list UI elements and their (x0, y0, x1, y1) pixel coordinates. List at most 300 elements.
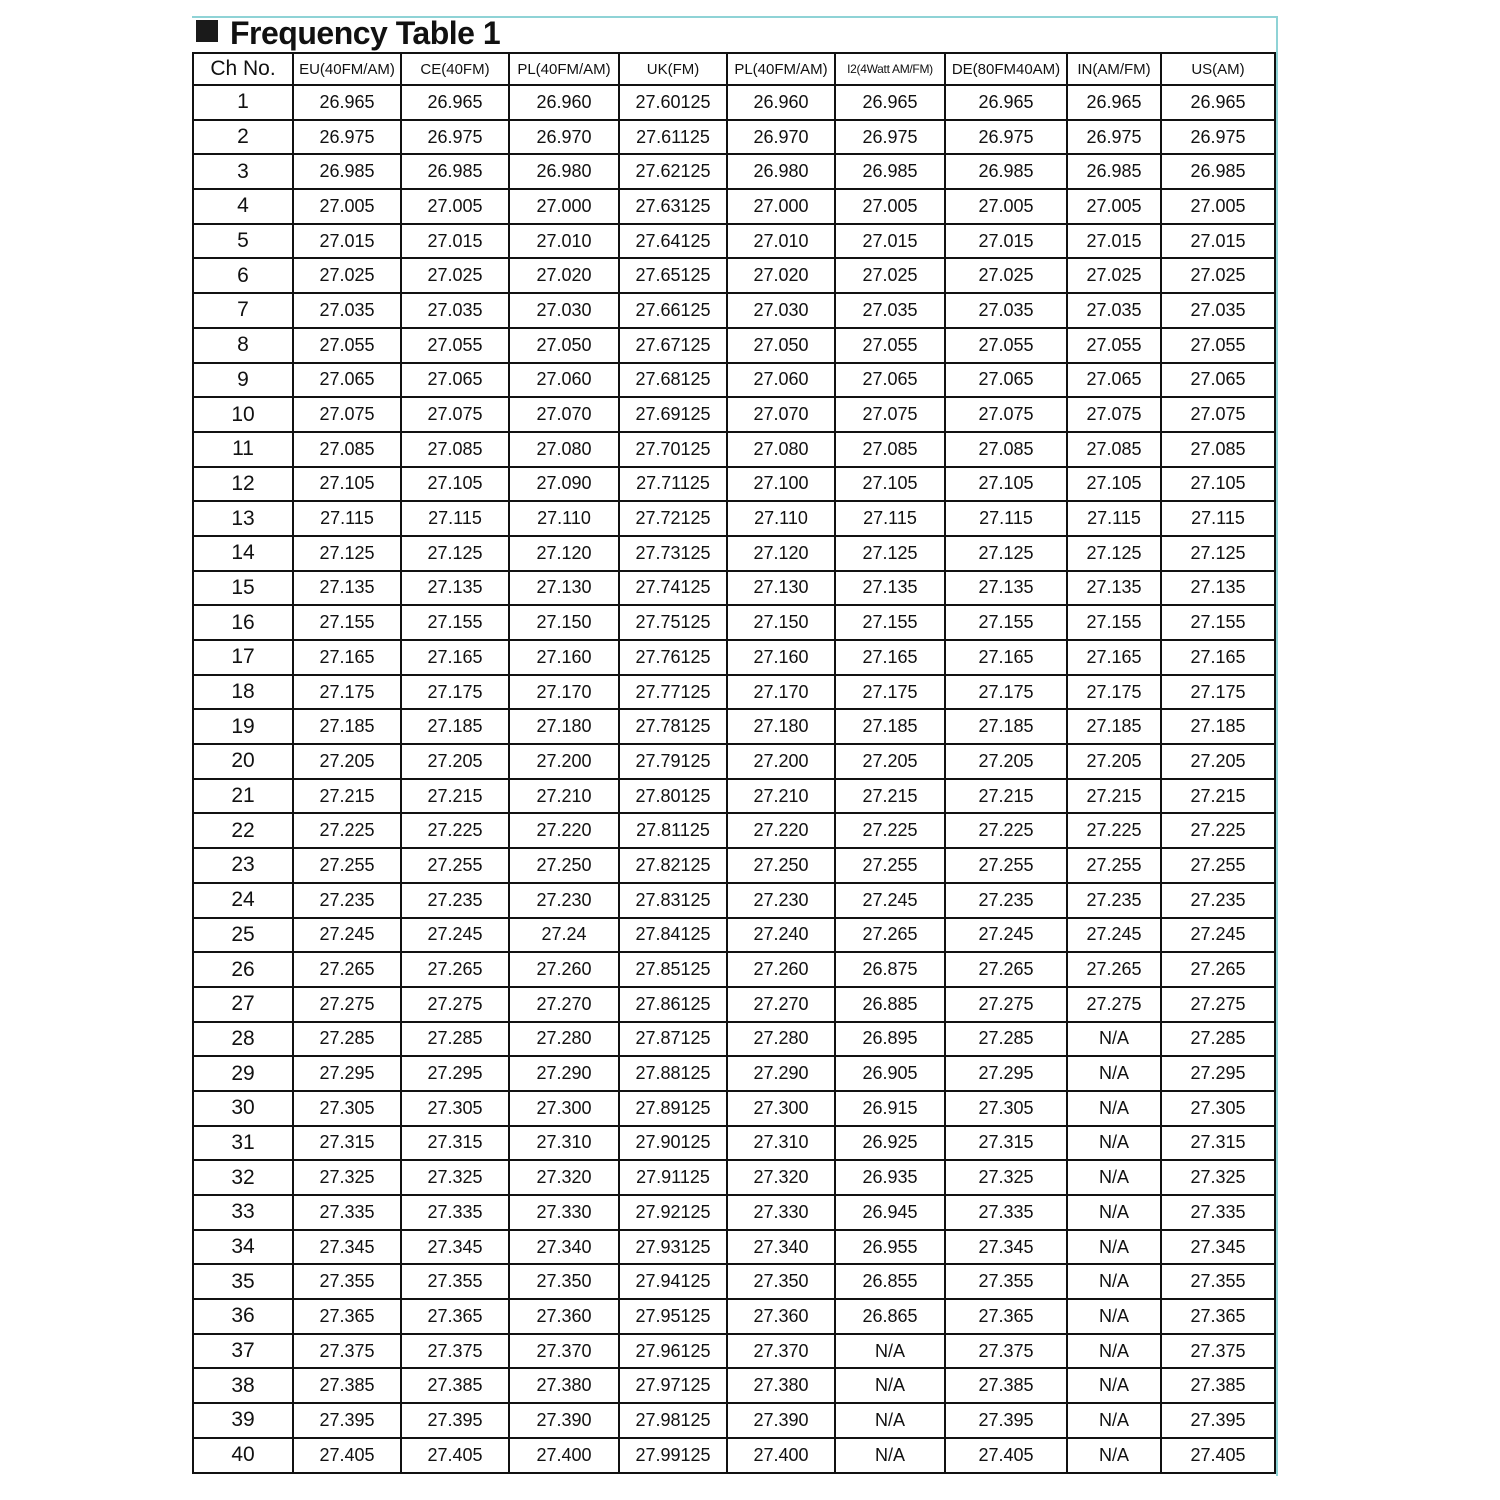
frequency-cell: 27.89125 (619, 1091, 727, 1126)
frequency-cell: 26.985 (835, 154, 945, 189)
table-row (193, 120, 1275, 155)
table-row (193, 744, 1275, 779)
frequency-cell: 27.105 (835, 467, 945, 502)
frequency-cell: 27.395 (293, 1403, 401, 1438)
frequency-cell: 27.255 (293, 848, 401, 883)
frequency-cell: 26.965 (945, 85, 1067, 120)
frequency-cell: 27.390 (509, 1403, 619, 1438)
frequency-cell: 27.175 (1161, 675, 1275, 710)
table-row (193, 1230, 1275, 1265)
frequency-cell: 27.61125 (619, 120, 727, 155)
frequency-cell: 27.210 (509, 779, 619, 814)
frequency-cell: 27.185 (401, 709, 509, 744)
frequency-cell: 27.71125 (619, 467, 727, 502)
frequency-cell: 27.165 (945, 640, 1067, 675)
frequency-cell: 27.405 (401, 1438, 509, 1473)
frequency-cell: N/A (835, 1368, 945, 1403)
frequency-cell: 27.265 (835, 918, 945, 953)
frequency-cell: 26.865 (835, 1299, 945, 1334)
table-row (193, 189, 1275, 224)
frequency-cell: 27.98125 (619, 1403, 727, 1438)
frequency-cell: 27.175 (401, 675, 509, 710)
frequency-cell: 27.005 (1161, 189, 1275, 224)
channel-number-cell: 26 (193, 952, 293, 987)
frequency-cell: 27.86125 (619, 987, 727, 1022)
channel-number-cell: 28 (193, 1022, 293, 1057)
frequency-cell: 27.96125 (619, 1334, 727, 1369)
frequency-cell: 27.375 (401, 1334, 509, 1369)
table-row (193, 432, 1275, 467)
frequency-cell: N/A (1067, 1334, 1161, 1369)
table-row (193, 1160, 1275, 1195)
frequency-cell: 27.085 (1067, 432, 1161, 467)
column-header-pl: PL(40FM/AM) (509, 53, 619, 85)
frequency-cell: 27.135 (835, 571, 945, 606)
table-row (193, 258, 1275, 293)
frequency-cell: 27.165 (1161, 640, 1275, 675)
table-row (193, 1368, 1275, 1403)
frequency-cell: 27.370 (727, 1334, 835, 1369)
table-row (193, 987, 1275, 1022)
frequency-cell: 27.225 (1161, 813, 1275, 848)
frequency-cell: 27.285 (1161, 1022, 1275, 1057)
frequency-cell: 27.015 (401, 224, 509, 259)
frequency-cell: 27.085 (1161, 432, 1275, 467)
frequency-cell: 26.985 (293, 154, 401, 189)
frequency-cell: 27.125 (835, 536, 945, 571)
channel-number-cell: 33 (193, 1195, 293, 1230)
frequency-cell: 27.070 (727, 397, 835, 432)
frequency-cell: 26.970 (727, 120, 835, 155)
frequency-cell: 26.985 (1067, 154, 1161, 189)
frequency-cell: 27.370 (509, 1334, 619, 1369)
frequency-cell: N/A (1067, 1368, 1161, 1403)
channel-number-cell: 18 (193, 675, 293, 710)
column-header-i2: I2(4Watt AM/FM) (835, 53, 945, 85)
frequency-cell: 27.205 (401, 744, 509, 779)
frequency-cell: 27.280 (509, 1022, 619, 1057)
channel-number-cell: 4 (193, 189, 293, 224)
frequency-cell: 27.75125 (619, 605, 727, 640)
frequency-cell: 27.99125 (619, 1438, 727, 1473)
table-row (193, 640, 1275, 675)
table-row (193, 154, 1275, 189)
table-row (193, 1056, 1275, 1091)
frequency-cell: 27.315 (401, 1126, 509, 1161)
frequency-cell: 27.110 (509, 501, 619, 536)
bullet-square-icon (196, 20, 218, 42)
frequency-cell: 27.115 (1161, 501, 1275, 536)
channel-number-cell: 9 (193, 363, 293, 398)
table-row (193, 1334, 1275, 1369)
frequency-cell: 27.385 (1161, 1368, 1275, 1403)
frequency-cell: 27.220 (727, 813, 835, 848)
frequency-cell: 27.335 (1161, 1195, 1275, 1230)
frequency-cell: 27.385 (945, 1368, 1067, 1403)
frequency-cell: 27.035 (401, 293, 509, 328)
frequency-cell: 27.355 (401, 1264, 509, 1299)
table-row (193, 1403, 1275, 1438)
frequency-cell: 27.055 (1161, 328, 1275, 363)
frequency-cell: N/A (1067, 1022, 1161, 1057)
channel-number-cell: 16 (193, 605, 293, 640)
channel-number-cell: 31 (193, 1126, 293, 1161)
frequency-cell: 27.290 (727, 1056, 835, 1091)
frequency-cell: 27.060 (727, 363, 835, 398)
frequency-cell: 27.345 (293, 1230, 401, 1265)
frequency-cell: 26.855 (835, 1264, 945, 1299)
frequency-cell: 27.125 (401, 536, 509, 571)
channel-number-cell: 11 (193, 432, 293, 467)
frequency-cell: 27.66125 (619, 293, 727, 328)
frequency-cell: 27.050 (727, 328, 835, 363)
frequency-cell: 26.960 (727, 85, 835, 120)
frequency-cell: 27.170 (509, 675, 619, 710)
frequency-cell: 27.025 (1161, 258, 1275, 293)
frequency-cell: N/A (835, 1403, 945, 1438)
frequency-cell: 27.210 (727, 779, 835, 814)
frequency-cell: 26.975 (1161, 120, 1275, 155)
frequency-cell: 27.070 (509, 397, 619, 432)
channel-number-cell: 12 (193, 467, 293, 502)
frequency-cell: 27.075 (945, 397, 1067, 432)
frequency-cell: 27.105 (1161, 467, 1275, 502)
frequency-cell: N/A (1067, 1403, 1161, 1438)
frequency-cell: 27.015 (1161, 224, 1275, 259)
column-header-ch-no: Ch No. (193, 53, 293, 85)
frequency-cell: 27.380 (727, 1368, 835, 1403)
frequency-cell: 27.105 (945, 467, 1067, 502)
frequency-cell: 27.135 (293, 571, 401, 606)
frequency-cell: 27.62125 (619, 154, 727, 189)
frequency-cell: 27.065 (401, 363, 509, 398)
frequency-cell: 27.035 (1067, 293, 1161, 328)
table-row (193, 85, 1275, 120)
frequency-cell: 27.130 (727, 571, 835, 606)
frequency-cell: 27.155 (1161, 605, 1275, 640)
table-row (193, 675, 1275, 710)
frequency-cell: 27.185 (1067, 709, 1161, 744)
frequency-cell: 26.975 (945, 120, 1067, 155)
channel-number-cell: 2 (193, 120, 293, 155)
table-row (193, 779, 1275, 814)
frequency-cell: 27.92125 (619, 1195, 727, 1230)
frequency-cell: 27.175 (835, 675, 945, 710)
frequency-cell: 27.365 (945, 1299, 1067, 1334)
frequency-cell: 27.155 (835, 605, 945, 640)
frequency-cell: 27.115 (835, 501, 945, 536)
channel-number-cell: 1 (193, 85, 293, 120)
channel-number-cell: 6 (193, 258, 293, 293)
frequency-cell: 27.275 (1067, 987, 1161, 1022)
frequency-cell: 27.065 (1161, 363, 1275, 398)
frequency-cell: 27.035 (835, 293, 945, 328)
frequency-cell: 27.035 (1161, 293, 1275, 328)
frequency-cell: 27.050 (509, 328, 619, 363)
frequency-cell: 26.905 (835, 1056, 945, 1091)
frequency-cell: 27.015 (1067, 224, 1161, 259)
channel-number-cell: 19 (193, 709, 293, 744)
column-header-eu: EU(40FM/AM) (293, 53, 401, 85)
frequency-cell: 27.155 (1067, 605, 1161, 640)
frequency-cell: 27.395 (945, 1403, 1067, 1438)
column-header-us: US(AM) (1161, 53, 1275, 85)
frequency-cell: 27.105 (401, 467, 509, 502)
frequency-cell: 27.225 (1067, 813, 1161, 848)
frequency-cell: 27.135 (401, 571, 509, 606)
frequency-cell: 27.010 (509, 224, 619, 259)
frequency-cell: 27.065 (293, 363, 401, 398)
frequency-cell: 27.125 (293, 536, 401, 571)
frequency-cell: 27.320 (727, 1160, 835, 1195)
column-header-pl-2: PL(40FM/AM) (727, 53, 835, 85)
frequency-cell: 27.265 (401, 952, 509, 987)
frequency-cell: 27.325 (1161, 1160, 1275, 1195)
frequency-cell: 27.065 (1067, 363, 1161, 398)
frequency-cell: 27.125 (945, 536, 1067, 571)
frequency-cell: N/A (1067, 1126, 1161, 1161)
frequency-cell: 27.355 (293, 1264, 401, 1299)
table-row (193, 1126, 1275, 1161)
table-row (193, 709, 1275, 744)
frequency-cell: 27.290 (509, 1056, 619, 1091)
frequency-cell: 27.075 (293, 397, 401, 432)
frequency-cell: 27.235 (1161, 883, 1275, 918)
table-row (193, 501, 1275, 536)
frequency-cell: 27.365 (293, 1299, 401, 1334)
frequency-cell: 27.260 (727, 952, 835, 987)
frequency-cell: 27.245 (835, 883, 945, 918)
frequency-cell: 27.385 (401, 1368, 509, 1403)
frequency-cell: 27.330 (727, 1195, 835, 1230)
frequency-cell: 27.305 (945, 1091, 1067, 1126)
table-row (193, 536, 1275, 571)
table-row (193, 883, 1275, 918)
frequency-cell: 27.005 (945, 189, 1067, 224)
table-row (193, 1299, 1275, 1334)
frequency-cell: 27.005 (293, 189, 401, 224)
frequency-cell: 27.185 (1161, 709, 1275, 744)
frequency-cell: 27.80125 (619, 779, 727, 814)
frequency-cell: 27.64125 (619, 224, 727, 259)
channel-number-cell: 3 (193, 154, 293, 189)
frequency-cell: 27.085 (401, 432, 509, 467)
frequency-cell: 27.405 (293, 1438, 401, 1473)
frequency-cell: 27.200 (727, 744, 835, 779)
frequency-cell: 27.035 (945, 293, 1067, 328)
frequency-cell: 27.020 (509, 258, 619, 293)
frequency-cell: 27.100 (727, 467, 835, 502)
frequency-cell: 26.935 (835, 1160, 945, 1195)
frequency-cell: 27.325 (945, 1160, 1067, 1195)
frequency-cell: 27.400 (727, 1438, 835, 1473)
frequency-cell: 27.345 (945, 1230, 1067, 1265)
frequency-cell: 27.68125 (619, 363, 727, 398)
frequency-cell: 27.355 (945, 1264, 1067, 1299)
frequency-cell: 27.150 (509, 605, 619, 640)
frequency-cell: 27.285 (401, 1022, 509, 1057)
frequency-cell: 27.385 (293, 1368, 401, 1403)
channel-number-cell: 5 (193, 224, 293, 259)
frequency-cell: 27.155 (945, 605, 1067, 640)
table-row (193, 1438, 1275, 1473)
frequency-cell: 27.215 (1161, 779, 1275, 814)
frequency-cell: 27.395 (401, 1403, 509, 1438)
frequency-cell: 27.015 (945, 224, 1067, 259)
frequency-cell: 27.245 (401, 918, 509, 953)
frequency-cell: 27.245 (293, 918, 401, 953)
frequency-cell: 26.915 (835, 1091, 945, 1126)
frequency-cell: 27.270 (727, 987, 835, 1022)
frequency-cell: N/A (835, 1334, 945, 1369)
frequency-cell: 27.085 (835, 432, 945, 467)
frequency-cell: 27.080 (727, 432, 835, 467)
frequency-cell: 27.83125 (619, 883, 727, 918)
frequency-cell: 27.010 (727, 224, 835, 259)
frequency-cell: 26.975 (401, 120, 509, 155)
channel-number-cell: 8 (193, 328, 293, 363)
frequency-cell: 27.330 (509, 1195, 619, 1230)
frequency-cell: 26.965 (1161, 85, 1275, 120)
frequency-cell: 27.305 (1161, 1091, 1275, 1126)
channel-number-cell: 20 (193, 744, 293, 779)
frequency-cell: 27.300 (727, 1091, 835, 1126)
channel-number-cell: 7 (193, 293, 293, 328)
frequency-cell: 26.980 (509, 154, 619, 189)
column-header-in: IN(AM/FM) (1067, 53, 1161, 85)
frequency-cell: 27.315 (1161, 1126, 1275, 1161)
frequency-cell: 27.255 (835, 848, 945, 883)
frequency-cell: 27.020 (727, 258, 835, 293)
frequency-cell: 27.390 (727, 1403, 835, 1438)
frequency-cell: N/A (1067, 1438, 1161, 1473)
frequency-cell: 26.985 (1161, 154, 1275, 189)
frequency-cell: 27.225 (401, 813, 509, 848)
frequency-cell: 26.985 (401, 154, 509, 189)
frequency-cell: 27.73125 (619, 536, 727, 571)
frequency-cell: 27.215 (835, 779, 945, 814)
frequency-cell: 27.170 (727, 675, 835, 710)
frequency-cell: 27.165 (835, 640, 945, 675)
frequency-cell: 27.310 (509, 1126, 619, 1161)
frequency-cell: 27.285 (293, 1022, 401, 1057)
title-row (196, 14, 500, 52)
frequency-cell: 27.025 (401, 258, 509, 293)
table-row (193, 293, 1275, 328)
frequency-cell: 27.255 (945, 848, 1067, 883)
channel-number-cell: 32 (193, 1160, 293, 1195)
frequency-cell: 27.025 (293, 258, 401, 293)
frequency-cell: 27.075 (835, 397, 945, 432)
table-header-row (193, 53, 1275, 85)
frequency-cell: 27.055 (401, 328, 509, 363)
frequency-cell: 27.115 (1067, 501, 1161, 536)
frequency-cell: 26.970 (509, 120, 619, 155)
frequency-cell: 27.030 (727, 293, 835, 328)
frequency-cell: 27.025 (1067, 258, 1161, 293)
frequency-cell: 27.65125 (619, 258, 727, 293)
frequency-cell: 27.375 (293, 1334, 401, 1369)
frequency-cell: 27.78125 (619, 709, 727, 744)
frequency-cell: 27.200 (509, 744, 619, 779)
frequency-cell: N/A (1067, 1299, 1161, 1334)
frequency-cell: 27.245 (1067, 918, 1161, 953)
frequency-cell: 27.065 (945, 363, 1067, 398)
table-row (193, 1091, 1275, 1126)
channel-number-cell: 13 (193, 501, 293, 536)
frequency-cell: 27.205 (293, 744, 401, 779)
frequency-cell: 27.180 (509, 709, 619, 744)
frequency-cell: 26.875 (835, 952, 945, 987)
frequency-cell: 27.255 (1067, 848, 1161, 883)
frequency-cell: 27.215 (293, 779, 401, 814)
frequency-cell: 27.95125 (619, 1299, 727, 1334)
table-row (193, 328, 1275, 363)
column-header-ce: CE(40FM) (401, 53, 509, 85)
frequency-cell: 27.310 (727, 1126, 835, 1161)
frequency-cell: 27.275 (1161, 987, 1275, 1022)
frequency-cell: 27.94125 (619, 1264, 727, 1299)
frequency-cell: 27.395 (1161, 1403, 1275, 1438)
frequency-cell: 27.295 (945, 1056, 1067, 1091)
frequency-cell: 27.90125 (619, 1126, 727, 1161)
frequency-cell: 27.155 (293, 605, 401, 640)
frequency-cell: 27.085 (945, 432, 1067, 467)
frequency-cell: 27.120 (727, 536, 835, 571)
frequency-cell: 27.165 (401, 640, 509, 675)
frequency-cell: 27.365 (401, 1299, 509, 1334)
frequency-cell: 27.350 (727, 1264, 835, 1299)
frequency-cell: 26.965 (835, 85, 945, 120)
frequency-cell: 27.115 (293, 501, 401, 536)
frequency-cell: 27.305 (293, 1091, 401, 1126)
frequency-cell: 27.185 (293, 709, 401, 744)
frequency-cell: 27.350 (509, 1264, 619, 1299)
frequency-cell: 27.295 (1161, 1056, 1275, 1091)
frequency-cell: 27.93125 (619, 1230, 727, 1265)
frequency-cell: 27.70125 (619, 432, 727, 467)
frequency-cell: 27.325 (401, 1160, 509, 1195)
frequency-cell: 27.345 (401, 1230, 509, 1265)
frequency-cell: 27.005 (1067, 189, 1161, 224)
frequency-cell: N/A (1067, 1195, 1161, 1230)
frequency-cell: 27.225 (945, 813, 1067, 848)
frequency-cell: 27.87125 (619, 1022, 727, 1057)
frequency-cell: 27.300 (509, 1091, 619, 1126)
frequency-cell: 27.060 (509, 363, 619, 398)
frequency-cell: 27.005 (401, 189, 509, 224)
channel-number-cell: 34 (193, 1230, 293, 1265)
frequency-cell: 27.155 (401, 605, 509, 640)
frequency-cell: 27.375 (1161, 1334, 1275, 1369)
frequency-cell: 27.60125 (619, 85, 727, 120)
frequency-cell: 26.960 (509, 85, 619, 120)
frequency-cell: 27.340 (727, 1230, 835, 1265)
frequency-cell: 26.925 (835, 1126, 945, 1161)
frequency-cell: 27.275 (293, 987, 401, 1022)
frequency-cell: 27.360 (509, 1299, 619, 1334)
frequency-cell: 27.160 (509, 640, 619, 675)
channel-number-cell: 22 (193, 813, 293, 848)
channel-number-cell: 35 (193, 1264, 293, 1299)
frequency-cell: 27.135 (945, 571, 1067, 606)
frequency-cell: 27.235 (293, 883, 401, 918)
frequency-cell: 27.275 (945, 987, 1067, 1022)
frequency-cell: 27.240 (727, 918, 835, 953)
channel-number-cell: 37 (193, 1334, 293, 1369)
channel-number-cell: 36 (193, 1299, 293, 1334)
channel-number-cell: 29 (193, 1056, 293, 1091)
